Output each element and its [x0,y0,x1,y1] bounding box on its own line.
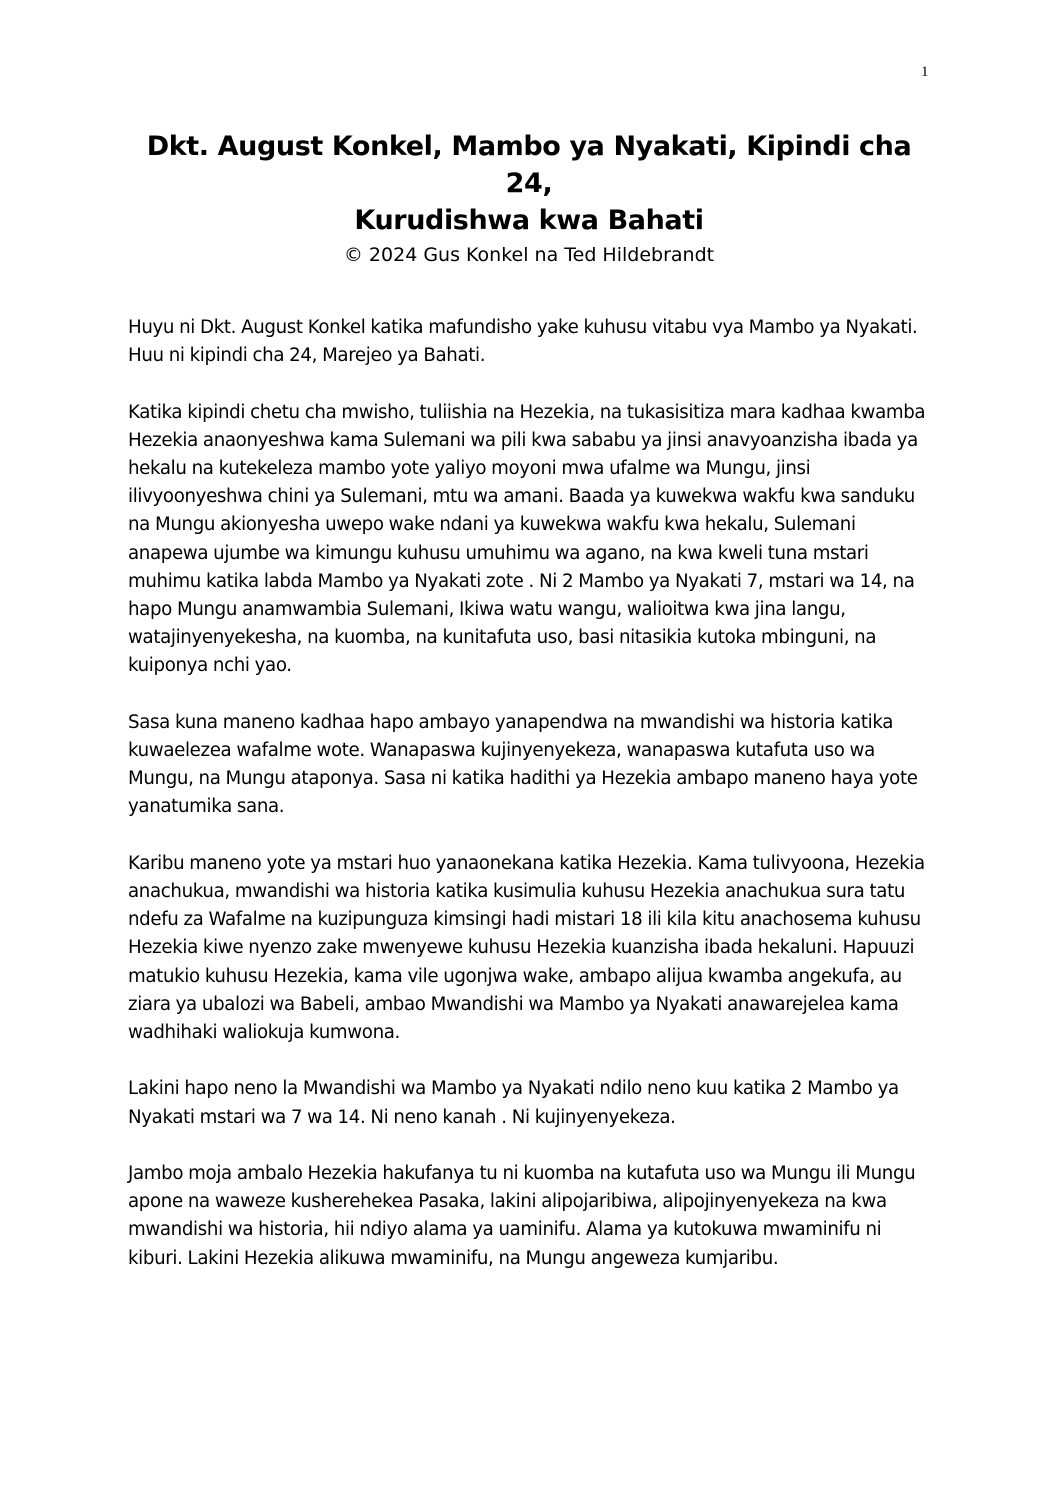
document-header [128,128,930,268]
title-line-1: Dkt. August Konkel, Mambo ya Nyakati, Kipindi cha [146,131,912,162]
paragraph-intro: Huyu ni Dkt. August Konkel katika mafundisho yake kuhusu vitabu vya Mambo ya Nyakati. Huu ni kipindi cha 24, Marejeo ya Bahati. [128,317,918,367]
page-number: 1 [921,64,929,80]
paragraph-key-words: Sasa kuna maneno kadhaa hapo ambayo yanapendwa na mwandishi wa historia katika kuwaelezea wafalme wote. Wanapaswa kujinyenyekeza, wanapaswa kutafuta uso wa Mungu, na Mungu ataponya. Sasa ni katika hadithi ya Hezekia ambapo maneno haya yote yanatumika sana. [128,711,918,818]
paragraph-hezekiah-account: Karibu maneno yote ya mstari huo yanaonekana katika Hezekia. Kama tulivyoona, Hezekia anachukua, mwandishi wa historia katika kusimulia kuhusu Hezekia anachukua sura tatu ndefu za Wafalme na kuzipunguza kimsingi hadi mistari 18 ili kila kitu anachosema kuhusu Hezekia kiwe nyenzo zake mwenyewe kuhusu Hezekia kuanzisha ibada hekaluni. Hapuuzi matukio kuhusu Hezekia, kama vile ugonjwa wake, ambapo alijua kwamba angekufa, au ziara ya ubalozi wa Babeli, ambao Mwandishi wa Mambo ya Nyakati anawarejelea kama wadhihaki waliokuja kumwona. [128,852,925,1044]
paragraph-hezekiah-solomon: Katika kipindi chetu cha mwisho, tuliishia na Hezekia, na tukasisitiza mara kadhaa kwamba Hezekia anaonyeshwa kama Sulemani wa pili kwa sababu ya jinsi anavyoanzisha ibada ya hekalu na kutekeleza mambo yote yaliyo moyoni mwa ufalme wa Mungu, jinsi ilivyoonyeshwa chini ya Sulemani, mtu wa amani. Baada ya kuwekwa wakfu kwa sanduku na Mungu akionyesha uwepo wake ndani ya kuwekwa wakfu kwa hekalu, Sulemani anapewa ujumbe wa kimungu kuhusu umuhimu wa agano, na kwa kweli tuna mstari muhimu katika labda Mambo ya Nyakati zote . Ni 2 Mambo ya Nyakati 7, mstari wa 14, na hapo Mungu anamwambia Sulemani, Ikiwa watu wangu, walioitwa kwa jina langu, watajinyenyekesha, na kuomba, na kunitafuta uso, basi nitasikia kutoka mbinguni, na kuiponya nchi yao. [128,401,926,677]
title-line-2: 24, [505,168,553,199]
title-line-3: Kurudishwa kwa Bahati [354,205,704,236]
document-body [128,314,936,1301]
paragraph-humility: Jambo moja ambalo Hezekia hakufanya tu ni kuomba na kutafuta uso wa Mungu ili Mungu apone na waweze kusherehekea Pasaka, lakini alipojaribiwa, alipojinyenyekeza na kwa mwandishi wa historia, hii ndiyo alama ya uaminifu. Alama ya kutokuwa mwaminifu ni kiburi. Lakini Hezekia alikuwa mwaminifu, na Mungu angeweza kumjaribu. [128,1163,916,1269]
copyright-notice: © 2024 Gus Konkel na Ted Hildebrandt [343,244,715,266]
paragraph-kanah: Lakini hapo neno la Mwandishi wa Mambo ya Nyakati ndilo neno kuu katika 2 Mambo ya Nyakati mstari wa 7 wa 14. Ni neno kanah . Ni kujinyenyekeza. [128,1078,899,1128]
